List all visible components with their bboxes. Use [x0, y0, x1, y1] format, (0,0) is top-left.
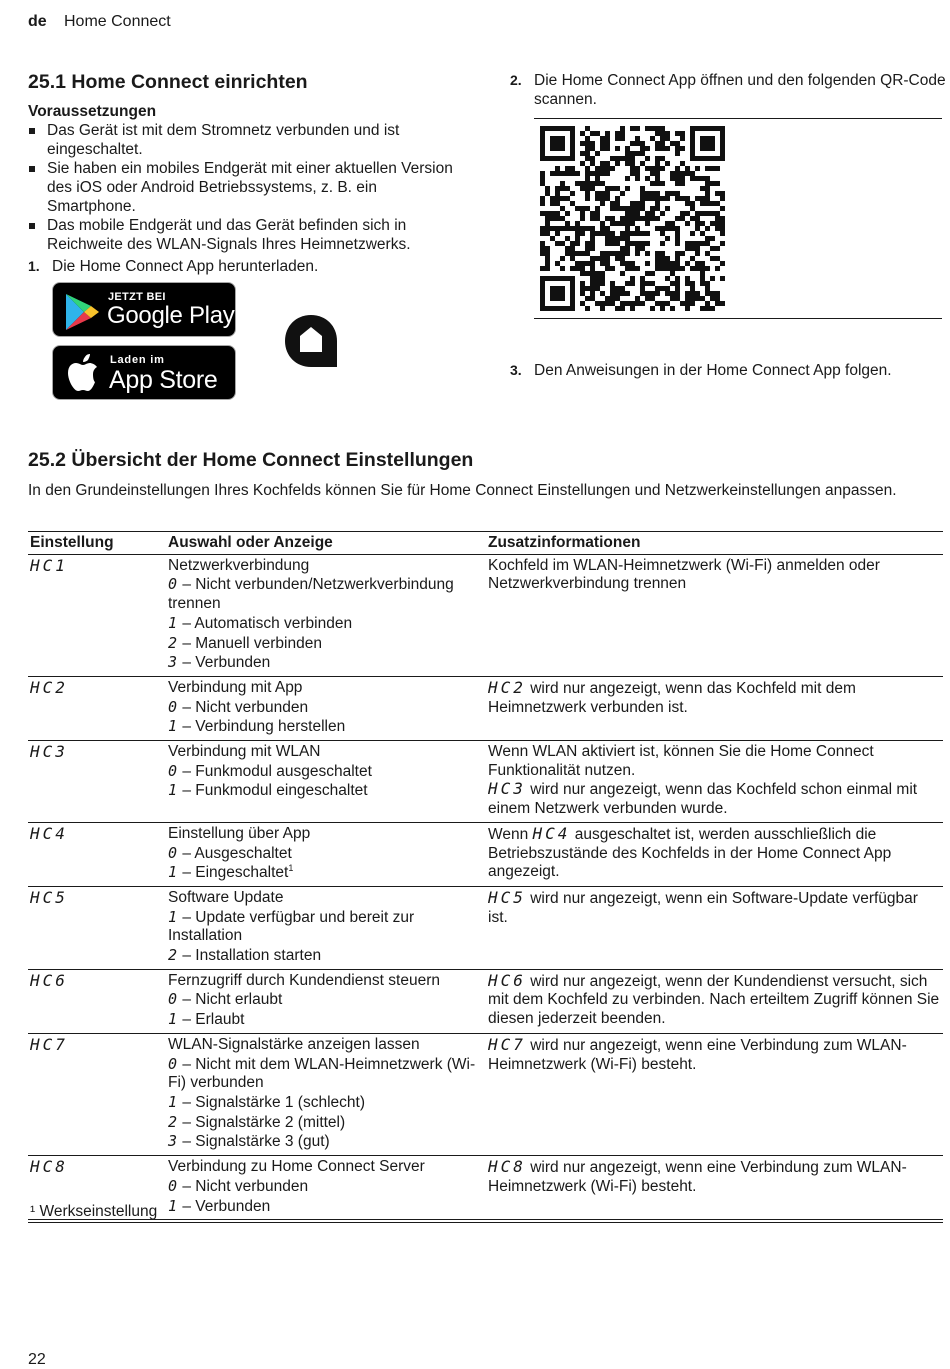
- setting-title: Fernzugriff durch Kundendienst steuern: [168, 971, 440, 989]
- option-text: – Automatisch verbinden: [182, 614, 353, 632]
- option-value: 0: [168, 990, 179, 1009]
- info-text: Wenn WLAN aktiviert ist, können Sie die Home Connect Funktionalität nutzen.: [488, 743, 874, 779]
- option-text: – Verbindung herstellen: [182, 718, 346, 736]
- option-text: – Erlaubt: [182, 1011, 245, 1029]
- column-header: Auswahl oder Anzeige: [166, 532, 486, 555]
- selection-cell: [166, 1156, 486, 1220]
- step-2: [510, 71, 950, 109]
- option-text: – Verbunden: [182, 654, 271, 672]
- info-text: ausgeschaltet ist, werden ausschließlich die Betriebszustände des Kochfelds in der Home Connect App angezeigt.: [488, 825, 892, 881]
- option-text: – Eingeschaltet: [182, 864, 289, 882]
- option-line: [168, 990, 484, 1010]
- setting-title: Netzwerkverbindung: [168, 556, 310, 574]
- option-value: 1: [168, 1092, 179, 1111]
- option-line: [168, 863, 484, 883]
- table-row: [28, 886, 943, 969]
- section-intro: In den Grundeinstellungen Ihres Kochfelds können Sie für Home Connect Einstellungen und Netzwerkeinstellungen anpassen.: [28, 482, 897, 499]
- step-text: Die Home Connect App öffnen und den folgenden QR-Code scannen.: [534, 72, 946, 108]
- option-text: – Installation starten: [182, 947, 322, 965]
- option-text: – Nicht verbunden: [182, 698, 309, 716]
- apple-icon: [67, 354, 99, 392]
- setting-title: Einstellung über App: [168, 824, 311, 842]
- option-value: 2: [168, 946, 179, 965]
- setting-cell: [28, 676, 166, 740]
- option-line: [168, 1010, 484, 1030]
- info-setting-code: HC8: [488, 1157, 526, 1177]
- selection-cell: [166, 676, 486, 740]
- qr-bottom-rule: [534, 318, 942, 319]
- setting-title: Verbindung zu Home Connect Server: [168, 1158, 425, 1176]
- info-cell: [486, 886, 943, 969]
- option-value: 3: [168, 1132, 179, 1151]
- option-line: [168, 1197, 484, 1217]
- option-text: – Nicht verbunden: [182, 1177, 309, 1195]
- option-line: [168, 1113, 484, 1133]
- option-text: – Ausgeschaltet: [182, 844, 292, 862]
- selection-cell: [166, 969, 486, 1033]
- section-setup: [28, 70, 468, 276]
- info-setting-code: HC7: [488, 1034, 526, 1054]
- qr-code: [540, 126, 725, 311]
- info-text: Kochfeld im WLAN-Heimnetzwerk (Wi-Fi) anmelden oder Netzwerkverbindung trennen: [488, 556, 880, 593]
- option-value: 0: [168, 575, 179, 594]
- selection-cell: [166, 822, 486, 886]
- option-line: [168, 1177, 484, 1197]
- info-cell: [486, 1156, 943, 1220]
- prereq-item: Das mobile Endgerät und das Gerät befinden sich in Reichweite des WLAN-Signals Ihres Heimnetzwerks.: [28, 216, 468, 254]
- option-line: [168, 614, 484, 634]
- option-text: – Nicht erlaubt: [182, 991, 283, 1009]
- option-value: 1: [168, 781, 179, 800]
- google-play-big-text: Google Play: [107, 302, 235, 329]
- setting-code: HC1: [30, 555, 68, 575]
- option-line: [168, 762, 484, 782]
- selection-cell: [166, 1033, 486, 1155]
- option-line: [168, 575, 484, 613]
- app-store-badge[interactable]: [52, 345, 236, 400]
- prereq-item: Das Gerät ist mit dem Stromnetz verbunden und ist eingeschaltet.: [28, 121, 468, 159]
- info-setting-code: HC3: [488, 779, 526, 799]
- option-text: – Update verfügbar und bereit zur Installation: [168, 908, 415, 945]
- section-title-setup: 25.1 Home Connect einrichten: [28, 71, 308, 93]
- table-row: [28, 969, 943, 1033]
- selection-cell: [166, 554, 486, 676]
- header-title: Home Connect: [64, 13, 171, 30]
- prereq-item: Sie haben ein mobiles Endgerät mit einer aktuellen Version des iOS oder Android Betriebssystems, z. B. ein Smartphone.: [28, 159, 468, 216]
- option-text: – Signalstärke 3 (gut): [182, 1133, 330, 1151]
- step-text: Den Anweisungen in der Home Connect App folgen.: [534, 362, 892, 379]
- option-line: [168, 1093, 484, 1113]
- table-row: [28, 822, 943, 886]
- footnote: ¹ Werkseinstellung: [30, 1203, 158, 1220]
- footnote-rule: [28, 1222, 943, 1223]
- setting-cell: [28, 741, 166, 823]
- option-text: – Manuell verbinden: [182, 634, 322, 652]
- option-value: 0: [168, 761, 179, 780]
- info-text: wird nur angezeigt, wenn der Kundendienst versucht, sich mit dem Kochfeld zu verbinden. Nach erteiltem Zugriff können Sie diesen jederzeit beenden.: [488, 972, 940, 1028]
- app-store-small-text: Laden im: [110, 354, 165, 366]
- option-text: – Nicht mit dem WLAN-Heimnetzwerk (Wi-Fi) verbunden: [168, 1055, 476, 1092]
- settings-table: [28, 531, 943, 1220]
- option-value: 2: [168, 633, 179, 652]
- option-text: – Signalstärke 1 (schlecht): [182, 1093, 365, 1111]
- info-setting-code: HC6: [488, 970, 526, 990]
- option-value: 0: [168, 697, 179, 716]
- info-text: wird nur angezeigt, wenn eine Verbindung zum WLAN-Heimnetzwerk (Wi-Fi) besteht.: [488, 1036, 907, 1073]
- google-play-small-text: JETZT BEI: [108, 291, 166, 303]
- info-text: wird nur angezeigt, wenn das Kochfeld mit dem Heimnetzwerk verbunden ist.: [488, 679, 856, 716]
- step-number: 2.: [510, 72, 522, 88]
- setting-title: Software Update: [168, 888, 284, 906]
- option-value: 1: [168, 907, 179, 926]
- option-line: [168, 1055, 484, 1093]
- table-row: [28, 741, 943, 823]
- option-line: [168, 1132, 484, 1152]
- option-text: – Nicht verbunden/Netzwerkverbindung trennen: [168, 576, 454, 613]
- info-setting-code: HC5: [488, 887, 526, 907]
- option-value: 1: [168, 717, 179, 736]
- option-value: 0: [168, 843, 179, 862]
- table-row: [28, 676, 943, 740]
- settings-table-body: [28, 554, 943, 1220]
- info-setting-code: HC4: [532, 823, 571, 843]
- info-cell: [486, 822, 943, 886]
- setting-cell: [28, 1033, 166, 1155]
- info-cell: [486, 741, 943, 823]
- setting-cell: [28, 554, 166, 676]
- option-line: [168, 698, 484, 718]
- step-3: [510, 361, 950, 380]
- setting-code: HC2: [30, 677, 68, 697]
- table-row: [28, 1033, 943, 1155]
- qr-top-rule: [534, 118, 942, 119]
- option-value: 2: [168, 1112, 179, 1131]
- option-line: [168, 781, 484, 801]
- header-language: de: [28, 13, 47, 30]
- info-cell: [486, 554, 943, 676]
- info-text: Wenn: [488, 825, 529, 843]
- info-setting-code: HC2: [488, 677, 526, 697]
- option-value: 0: [168, 1176, 179, 1195]
- option-line: [168, 908, 484, 946]
- home-connect-logo-icon: [284, 314, 340, 370]
- setting-title: Verbindung mit App: [168, 678, 303, 696]
- setting-code: HC6: [30, 970, 68, 990]
- option-line: [168, 844, 484, 864]
- column-header: Einstellung: [28, 532, 166, 555]
- setting-title: Verbindung mit WLAN: [168, 743, 321, 761]
- prereq-title: Voraussetzungen: [28, 103, 157, 120]
- column-header: Zusatzinformationen: [486, 532, 943, 555]
- selection-cell: [166, 741, 486, 823]
- setting-cell: [28, 822, 166, 886]
- option-text: – Funkmodul ausgeschaltet: [182, 762, 372, 780]
- option-text: – Verbunden: [182, 1197, 271, 1215]
- selection-cell: [166, 886, 486, 969]
- setting-code: HC8: [30, 1157, 68, 1177]
- prereq-list: [28, 121, 468, 254]
- setting-title: WLAN-Signalstärke anzeigen lassen: [168, 1035, 420, 1053]
- info-text: wird nur angezeigt, wenn das Kochfeld schon einmal mit einem Netzwerk verbunden wurde.: [488, 781, 918, 818]
- info-cell: [486, 676, 943, 740]
- option-text: – Funkmodul eingeschaltet: [182, 782, 368, 800]
- table-header-row: [28, 532, 943, 555]
- footnote-marker: 1: [288, 863, 294, 874]
- setting-code: HC3: [30, 742, 68, 762]
- section-title-overview: 25.2 Übersicht der Home Connect Einstellungen: [28, 449, 474, 471]
- option-line: [168, 946, 484, 966]
- table-row: [28, 1156, 943, 1220]
- option-text: – Signalstärke 2 (mittel): [182, 1113, 346, 1131]
- setting-code: HC4: [30, 823, 68, 843]
- setting-code: HC5: [30, 887, 68, 907]
- option-value: 1: [168, 613, 179, 632]
- setting-cell: [28, 886, 166, 969]
- option-line: [168, 717, 484, 737]
- option-value: 3: [168, 653, 179, 672]
- table-row: [28, 554, 943, 676]
- option-value: 0: [168, 1054, 179, 1073]
- info-text: wird nur angezeigt, wenn ein Software-Update verfügbar ist.: [488, 889, 918, 926]
- info-text: wird nur angezeigt, wenn eine Verbindung zum WLAN-Heimnetzwerk (Wi-Fi) besteht.: [488, 1159, 907, 1195]
- option-line: [168, 653, 484, 673]
- page-number: 22: [28, 1351, 46, 1368]
- option-line: [168, 634, 484, 654]
- setting-cell: [28, 969, 166, 1033]
- step-number: 3.: [510, 362, 522, 378]
- step-number: 1.: [28, 258, 40, 274]
- option-value: 1: [168, 1010, 179, 1029]
- step-text: Die Home Connect App herunterladen.: [52, 258, 319, 275]
- option-value: 1: [168, 863, 179, 882]
- google-play-badge[interactable]: [52, 282, 236, 337]
- google-play-icon: [64, 293, 100, 331]
- setting-code: HC7: [30, 1034, 68, 1054]
- app-store-big-text: App Store: [109, 366, 218, 394]
- info-cell: [486, 1033, 943, 1155]
- info-cell: [486, 969, 943, 1033]
- option-value: 1: [168, 1196, 179, 1215]
- step-1: [28, 257, 468, 276]
